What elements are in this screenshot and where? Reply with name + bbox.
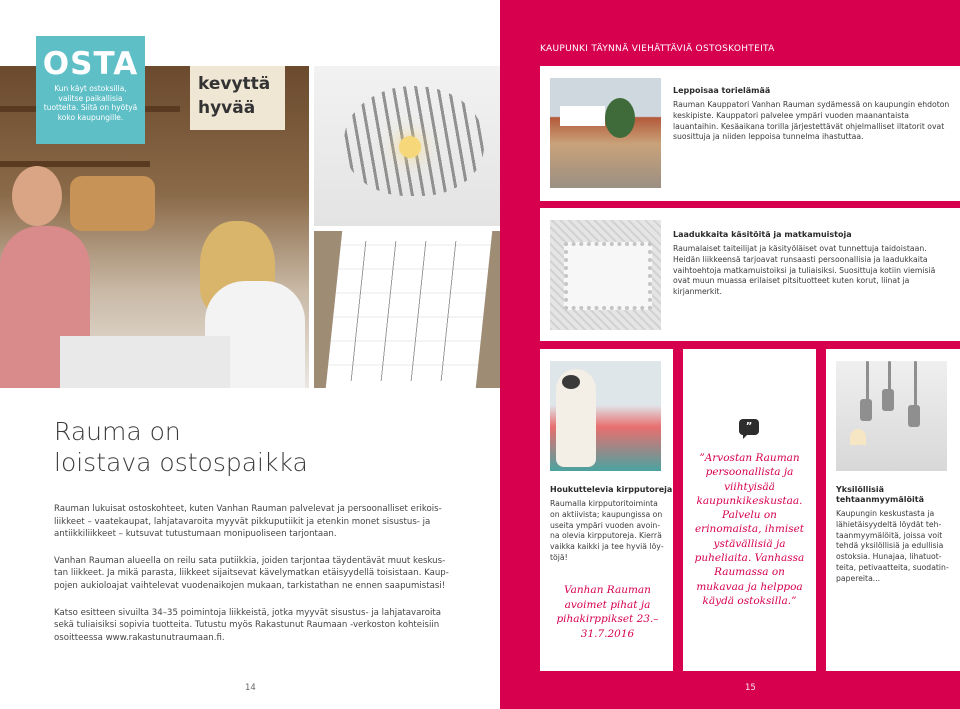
card-crafts-text: Raumalaiset taiteilijat ja käsityöläiset ovat tunnettuja taidoistaan. Heidän liikkeensä tarjoavat runsaasti persoonallisia ja laadukkaita vaihtoehtoja matkamuistoiksi ja tuliaisiksi. Suosittuja kotiin viemisiä ovat muun muassa erilaiset pitsituotteet kuten korut, liinat ja kirjanmerkit.	[673, 244, 936, 297]
badge-title: OSTA	[42, 46, 139, 82]
lace-photo	[550, 220, 661, 330]
card-unique-text: Kaupungin keskustasta ja lähietäisyydeltä löydät tehtaanmyymälöitä, joissa voit tehdä yksilöllisiä ja edullisia ostoksia. Hunajaa, lihatuotteita, petivaatteita, suodatinpapereita...	[836, 509, 949, 583]
osta-badge	[36, 36, 145, 144]
right-page	[500, 0, 960, 709]
card-flea-market	[540, 349, 673, 671]
page-number-left: 14	[245, 683, 256, 693]
card-crafts-title: Laadukkaita käsitöitä ja matkamuistoja	[673, 230, 852, 239]
market-square-photo	[550, 78, 661, 188]
card-factory-outlets	[826, 349, 960, 671]
body-text	[54, 503, 454, 658]
card-quote-text: ”Arvostan Rauman persoonallista ja viihtyisää kaupunkikeskustaa. Palvelu on erinomaista, ihmiset ystävällisiä ja puheliaita. Vanhassa Raumassa on mukavaa ja helppoa käydä ostoksilla.”	[694, 452, 805, 607]
card-flea-title: Houkuttelevia kirpputoreja	[550, 485, 673, 494]
body-paragraph-3: Katso esitteen sivuilta 34–35 poimintoja liikkeistä, jotka myyvät sisustus- ja lahjatavaroita sekä tuliaisiksi sopivia tuotteita. Tutustu myös Rakastunut Raumaan -verkoston kohteisiin osoitteessa www.rakastunutraumaan.fi.	[54, 607, 442, 643]
card-market-title: Leppoisaa torielämää	[673, 86, 771, 95]
badge-text: Kun käyt ostoksilla, valitse paikallisia tuotteita. Siitä on hyötyä koko kaupungille.	[43, 84, 138, 122]
card-crafts	[540, 208, 960, 341]
card-flea-event: Vanhan Rauman avoimet pihat ja pihakirppikset 23.–31.7.2016	[556, 584, 659, 640]
body-paragraph-2: Vanhan Rauman alueella on reilu sata putiikkia, joiden tarjontaa täydentävät muut keskustan liikkeet. Ja mikä parasta, liikkeet sijaitsevat kävelymatkan etäisyydellä toisistaan. Kauppojen aukioloajat vaihtelevat vuodenaikojen mukaan, tarkistathan ne ennen saapumistasi!	[54, 555, 449, 591]
card-unique-title: Yksilöllisiä tehtaanmyymälöitä	[836, 485, 924, 504]
headline-line-2: loistava ostospaikka	[54, 448, 308, 477]
card-flea-text: Raumalla kirpputoritoiminta on aktiivista; kaupungissa on useita ympäri vuoden avoinna olevia kirpputoreja. Kierrä vaikka kaikki ja tee hyviä löytöjä!	[550, 499, 664, 562]
card-market	[540, 66, 960, 201]
headline-line-1: Rauma on	[54, 417, 181, 446]
tea-towel-photo	[314, 231, 500, 388]
dog-statue-photo	[550, 361, 661, 471]
page-number-right: 15	[745, 683, 756, 693]
shop-sign: kevyttä hyvää	[190, 66, 285, 130]
lamps-photo	[836, 361, 947, 471]
section-title: KAUPUNKI TÄYNNÄ VIEHÄTTÄVIÄ OSTOSKOHTEITA	[540, 44, 775, 54]
card-market-text: Rauman Kauppatori Vanhan Rauman sydämessä on kaupungin ehdoton keskipiste. Kauppatori palvelee ympäri vuoden maanantaista lauantaihin. Kesäaikana torilla järjestettävät ohjelmalliset iltatorit ovat suosittuja ja niiden leppoisa tunnelma ihastuttaa.	[673, 100, 950, 142]
quote-bubble-icon: ”	[739, 419, 759, 435]
page-headline	[54, 416, 474, 478]
card-quote	[683, 349, 816, 671]
cutlery-chandelier-photo	[314, 66, 500, 226]
body-paragraph-1: Rauman lukuisat ostoskohteet, kuten Vanhan Rauman palvelevat ja persoonalliset erikoisliikkeet – vaatekaupat, lahjatavaroita myyvät pikkuputiikit ja etenkin monet sisustus- ja antiikkiliikkeet – kutsuvat tutustumaan monipuoliseen tarjontaan.	[54, 504, 442, 540]
